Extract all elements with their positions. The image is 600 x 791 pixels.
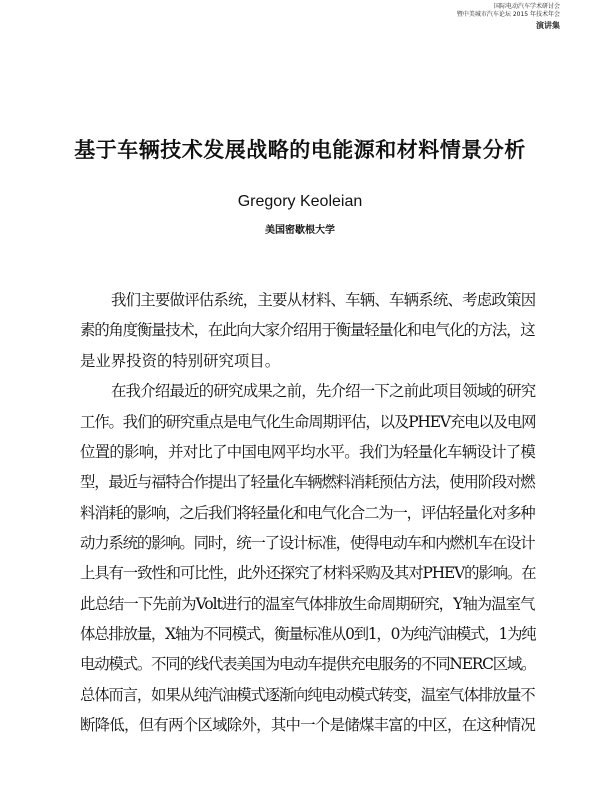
body-line: 此总结一下先前为Volt进行的温室气体排放生命周期研究，Y轴为温室气 [80, 595, 535, 613]
author-name: Gregory Keoleian [237, 193, 363, 210]
body-line: 我们主要做评估系统，主要从材料、车辆、车辆系统、考虑政策因 [111, 291, 536, 309]
body-line: 电动模式。不同的线代表美国为电动车提供充电服务的不同NERC区域。 [80, 655, 536, 673]
body-line: 素的角度衡量技术，在此向大家介绍用于衡量轻量化和电气化的方法，这 [80, 321, 535, 339]
body-line: 断降低，但有两个区域除外，其中一个是储煤丰富的中区，在这种情况 [80, 716, 536, 734]
body-line: 动力系统的影响。同时，统一了设计标准，使得电动车和内燃机车在设计 [80, 534, 535, 552]
header-collection-label: 演讲集 [536, 21, 560, 30]
page-title: 基于车辆技术发展战略的电能源和材料情景分析 [74, 138, 526, 162]
proceedings-header [457, 3, 560, 31]
body-line: 料消耗的影响，之后我们将轻量化和电气化合二为一，评估轻量化对多种 [80, 504, 535, 522]
body-line: 工作。我们的研究重点是电气化生命周期评估，以及PHEV充电以及电网 [80, 413, 536, 431]
body-line: 上具有一致性和可比性，此外还探究了材料采购及其对PHEV的影响。在 [80, 564, 536, 582]
author-affiliation: 美国密歇根大学 [265, 225, 335, 236]
body-line: 位置的影响，并对比了中国电网平均水平。我们为轻量化车辆设计了模 [80, 443, 536, 461]
body-line: 体总排放量，X轴为不同模式，衡量标准从0到1，0为纯汽油模式，1为纯 [80, 625, 536, 643]
body-line: 总体而言，如果从纯汽油模式逐渐向纯电动模式转变，温室气体排放量不 [80, 686, 535, 704]
header-forum-line: 暨中美城市汽车论坛 2015 年技术年会 [456, 10, 560, 18]
body-line: 型，最近与福特合作提出了轻量化车辆燃料消耗预估方法，使用阶段对燃 [80, 473, 535, 491]
body-line: 在我介绍最近的研究成果之前，先介绍一下之前此项目领域的研究 [111, 382, 536, 400]
header-conference-line: 国际电动汽车学术研讨会 [493, 3, 560, 10]
body-line: 是业界投资的特别研究项目。 [80, 352, 281, 370]
